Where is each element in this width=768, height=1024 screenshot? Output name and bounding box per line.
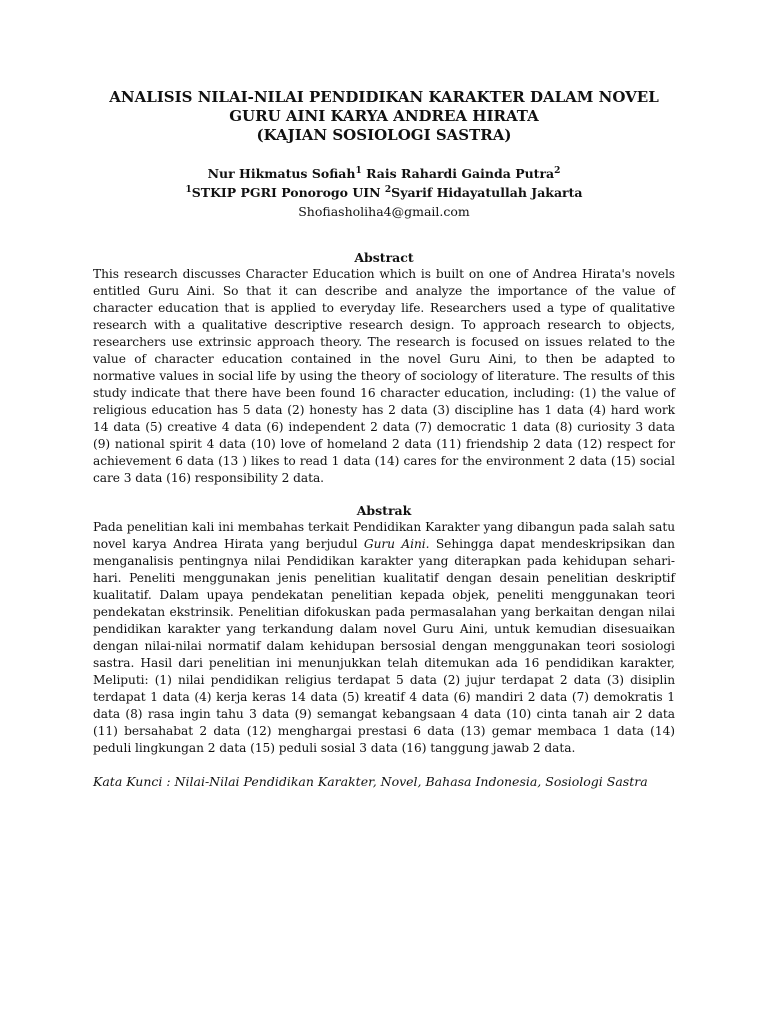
novel-title-italic: Guru Aini. — [363, 537, 430, 551]
abstract-indonesian-text — [93, 519, 675, 757]
affiliation-2-sup: 2 — [384, 184, 392, 195]
author-block — [93, 164, 675, 221]
affiliation-1-sup: 1 — [185, 184, 192, 195]
title-line-1: ANALISIS NILAI-NILAI PENDIDIKAN KARAKTER DALAM NOVEL — [109, 88, 659, 106]
abstract-english-text: This research discusses Character Education which is built on one of Andrea Hirata's novels entitled Guru Aini. So that it can describe and analyze the importance of the value of character education that is applied to everyday life. Researchers used a type of qualitative research with a qualitative descriptive research design. To approach research to objects, researchers use extrinsic approach theory. The research is focused on issues related to the value of character education contained in the novel Guru Aini, to then be adapted to normative values in social life by using the theory of sociology of literature. The results of this study indicate that there have been found 16 character education, including: (1) the value of religious education has 5 data (2) honesty has 2 data (3) discipline has 1 data (4) hard work 14 data (5) creative 4 data (6) independent 2 data (7) democratic 1 data (8) curiosity 3 data (9) national spirit 4 data (10) love of homeland 2 data (11) friendship 2 data (12) respect for achievement 6 data (13 ) likes to read 1 data (14) cares for the environment 2 data (15) social care 3 data (16) responsibility 2 data. — [93, 267, 675, 485]
title-line-3: (KAJIAN SOSIOLOGI SASTRA) — [256, 126, 512, 144]
abstrak-text-part-2: Sehingga dapat mendeskripsikan dan menganalisis pentingnya nilai Pendidikan karakter yang diterapkan pada kehidupan sehari-hari. Peneliti menggunakan jenis penelitian kualitatif dengan desain penelitian deskriptif kualitatif. Dalam upaya pendekatan penelitian kepada objek, peneliti menggunakan teori pendekatan ekstrinsik. Penelitian difokuskan pada permasalahan yang berkaitan dengan nilai pendidikan karakter yang terkandung dalam novel Guru Aini, untuk kemudian disesuaikan dengan nilai-nilai normatif dalam kehidupan bersosial dengan menggunakan teori sosiologi sastra. Hasil dari penelitian ini menunjukkan telah ditemukan ada 16 pendidikan karakter, Meliputi: (1) nilai pendidikan religius terdapat 5 data (2) jujur terdapat 2 data (3) disiplin terdapat 1 data (4) kerja keras 14 data (5) kreatif 4 data (6) mandiri 2 data (7) demokratis 1 data (8) rasa ingin tahu 3 data (9) semangat kebangsaan 4 data (10) cinta tanah air 2 data (11) bersahabat 2 data (12) menghargai prestasi 6 data (13) gemar membaca 1 data (14) peduli lingkungan 2 data (15) peduli sosial 3 data (16) tanggung jawab 2 data. — [93, 537, 675, 755]
author-names — [93, 164, 675, 183]
abstrak-heading: Abstrak — [356, 503, 412, 518]
affiliations — [93, 183, 675, 202]
keywords: Kata Kunci : Nilai-Nilai Pendidikan Karakter, Novel, Bahasa Indonesia, Sosiologi Sastra — [93, 774, 648, 789]
affiliation-1: STKIP PGRI Ponorogo UIN — [191, 185, 385, 200]
author-1-sup: 1 — [355, 165, 362, 176]
title-line-2: GURU AINI KARYA ANDREA HIRATA — [229, 107, 539, 125]
affiliation-2: Syarif Hidayatullah Jakarta — [391, 185, 583, 200]
abstract-heading: Abstract — [354, 250, 414, 265]
author-2-name: Rais Rahardi Gainda Putra — [361, 166, 555, 181]
author-2-sup: 2 — [554, 165, 561, 176]
author-1-name: Nur Hikmatus Sofiah — [207, 166, 356, 181]
abstrak-text-part-1: Pada penelitian kali ini membahas terkait Pendidikan Karakter yang dibangun pada salah satu novel karya Andrea Hirata yang berjudul — [93, 520, 675, 551]
paper-title — [93, 88, 675, 145]
author-email: Shofiasholiha4@gmail.com — [298, 204, 470, 219]
